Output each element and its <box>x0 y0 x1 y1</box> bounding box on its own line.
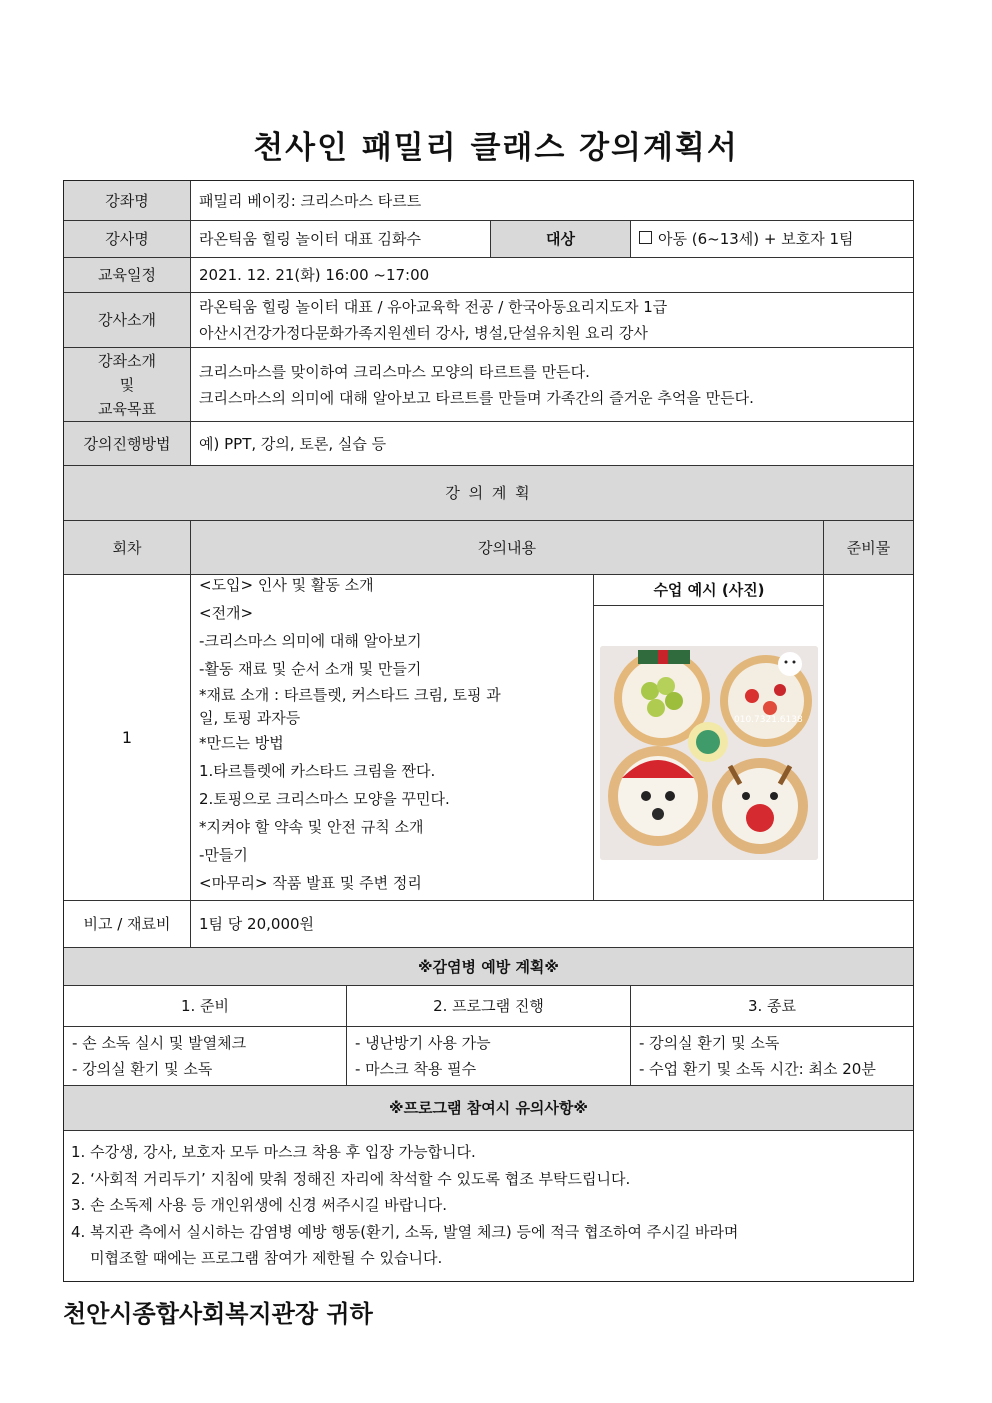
note-line: 3. 손 소독제 사용 등 개인위생에 신경 써주시길 바랍니다. <box>71 1196 448 1214</box>
plan-session-number: 1 <box>64 575 191 901</box>
plan-line: *지켜야 할 약속 및 안전 규칙 소개 <box>199 818 424 836</box>
prevention-item: - 강의실 환기 및 소독 <box>72 1060 213 1078</box>
prevention-title: ※감염병 예방 계획※ <box>64 948 913 986</box>
plan-line: -활동 재료 및 순서 소개 및 만들기 <box>199 660 422 678</box>
plan-section-title: 강 의 계 획 <box>64 466 913 521</box>
plan-col-content: 강의내용 <box>191 521 824 575</box>
plan-col-session: 회차 <box>64 521 191 575</box>
method-label: 강의진행방법 <box>64 422 191 466</box>
target-value: 아동 (6~13세) + 보호자 1팀 <box>658 230 854 248</box>
plan-line: <도입> 인사 및 활동 소개 <box>199 576 374 594</box>
prevention-items-prepare <box>64 1027 347 1086</box>
course-value: 패밀리 베이킹: 크리스마스 타르트 <box>191 181 913 221</box>
plan-materials-cell <box>824 575 913 901</box>
intro-value <box>191 293 913 348</box>
plan-line: 2.토핑으로 크리스마스 모양을 꾸민다. <box>199 790 450 808</box>
plan-line: <마무리> 작품 발표 및 주변 정리 <box>199 874 422 892</box>
prevention-item: - 마스크 착용 필수 <box>355 1060 477 1078</box>
prevention-item: - 손 소독 실시 및 발열체크 <box>72 1034 247 1052</box>
plan-line: -크리스마스 의미에 대해 알아보기 <box>199 632 422 650</box>
intro-label: 강사소개 <box>64 293 191 348</box>
footer-recipient: 천안시종합사회복지관장 귀하 <box>63 1300 373 1328</box>
plan-content-lines <box>199 571 584 897</box>
plan-line: *만드는 방법 <box>199 734 284 752</box>
notes-list <box>71 1139 906 1272</box>
goal-label-line: 교육목표 <box>98 399 156 418</box>
photo-watermark: 010.7321.6138 <box>734 715 803 725</box>
course-label: 강좌명 <box>64 181 191 221</box>
prevention-item: - 강의실 환기 및 소독 <box>639 1034 780 1052</box>
goal-line: 크리스마스의 의미에 대해 알아보고 타르트를 만들며 가족간의 즐거운 추억을 만든다. <box>199 388 754 407</box>
plan-line: *재료 소개 : 타르틀렛, 커스타드 크림, 토핑 과 <box>199 686 501 704</box>
goal-label-line: 강좌소개 <box>98 351 156 370</box>
prevention-header-prepare: 1. 준비 <box>64 986 347 1027</box>
plan-line: <전개> <box>199 604 254 622</box>
photo-header: 수업 예시 (사진) <box>594 575 824 606</box>
note-line: 미협조할 때에는 프로그램 참여가 제한될 수 있습니다. <box>71 1249 443 1267</box>
fee-label: 비고 / 재료비 <box>64 901 191 948</box>
target-label: 대상 <box>491 221 631 258</box>
method-value: 예) PPT, 강의, 토론, 실습 등 <box>191 422 913 466</box>
plan-line: 일, 토핑 과자등 <box>199 709 301 727</box>
notes-title: ※프로그램 참여시 유의사항※ <box>64 1086 913 1131</box>
prevention-item: - 냉난방기 사용 가능 <box>355 1034 491 1052</box>
intro-line: 아산시건강가정다문화가족지원센터 강사, 병설,단설유치원 요리 강사 <box>199 324 648 342</box>
schedule-label: 교육일정 <box>64 258 191 293</box>
class-example-photo <box>600 646 818 860</box>
note-line: 2. ‘사회적 거리두기’ 지침에 맞춰 정해진 자리에 착석할 수 있도록 협조 부탁드립니다. <box>71 1169 631 1188</box>
note-line: 1. 수강생, 강사, 보호자 모두 마스크 착용 후 입장 가능합니다. <box>71 1143 476 1161</box>
fee-value: 1팀 당 20,000원 <box>191 901 913 948</box>
intro-line: 라온틱움 힐링 놀이터 대표 / 유아교육학 전공 / 한국아동요리지도자 1급 <box>199 298 668 316</box>
page-title: 천사인 패밀리 클래스 강의계획서 <box>253 130 739 166</box>
instructor-value: 라온틱움 힐링 놀이터 대표 김화수 <box>191 221 491 258</box>
note-line: 4. 복지관 측에서 실시하는 감염병 예방 행동(환기, 소독, 발열 체크) 등에 적극 협조하여 주시길 바라며 <box>71 1222 739 1241</box>
goal-label-line: 및 <box>119 375 135 394</box>
instructor-label: 강사명 <box>64 221 191 258</box>
plan-line: 1.타르틀렛에 카스타드 크림을 짠다. <box>199 762 436 780</box>
prevention-header-end: 3. 종료 <box>631 986 913 1027</box>
plan-col-materials: 준비물 <box>824 521 913 575</box>
prevention-items-progress <box>347 1027 631 1086</box>
checkbox-icon <box>639 231 652 244</box>
prevention-header-progress: 2. 프로그램 진행 <box>347 986 631 1027</box>
prevention-items-end <box>631 1027 913 1086</box>
prevention-item: - 수업 환기 및 소독 시간: 최소 20분 <box>639 1060 876 1078</box>
target-cell <box>631 221 913 258</box>
goal-label <box>64 348 191 422</box>
goal-value <box>191 348 913 422</box>
plan-line: -만들기 <box>199 846 248 864</box>
schedule-value: 2021. 12. 21(화) 16:00 ~17:00 <box>191 258 913 293</box>
goal-line: 크리스마스를 맞이하여 크리스마스 모양의 타르트를 만든다. <box>199 362 590 381</box>
